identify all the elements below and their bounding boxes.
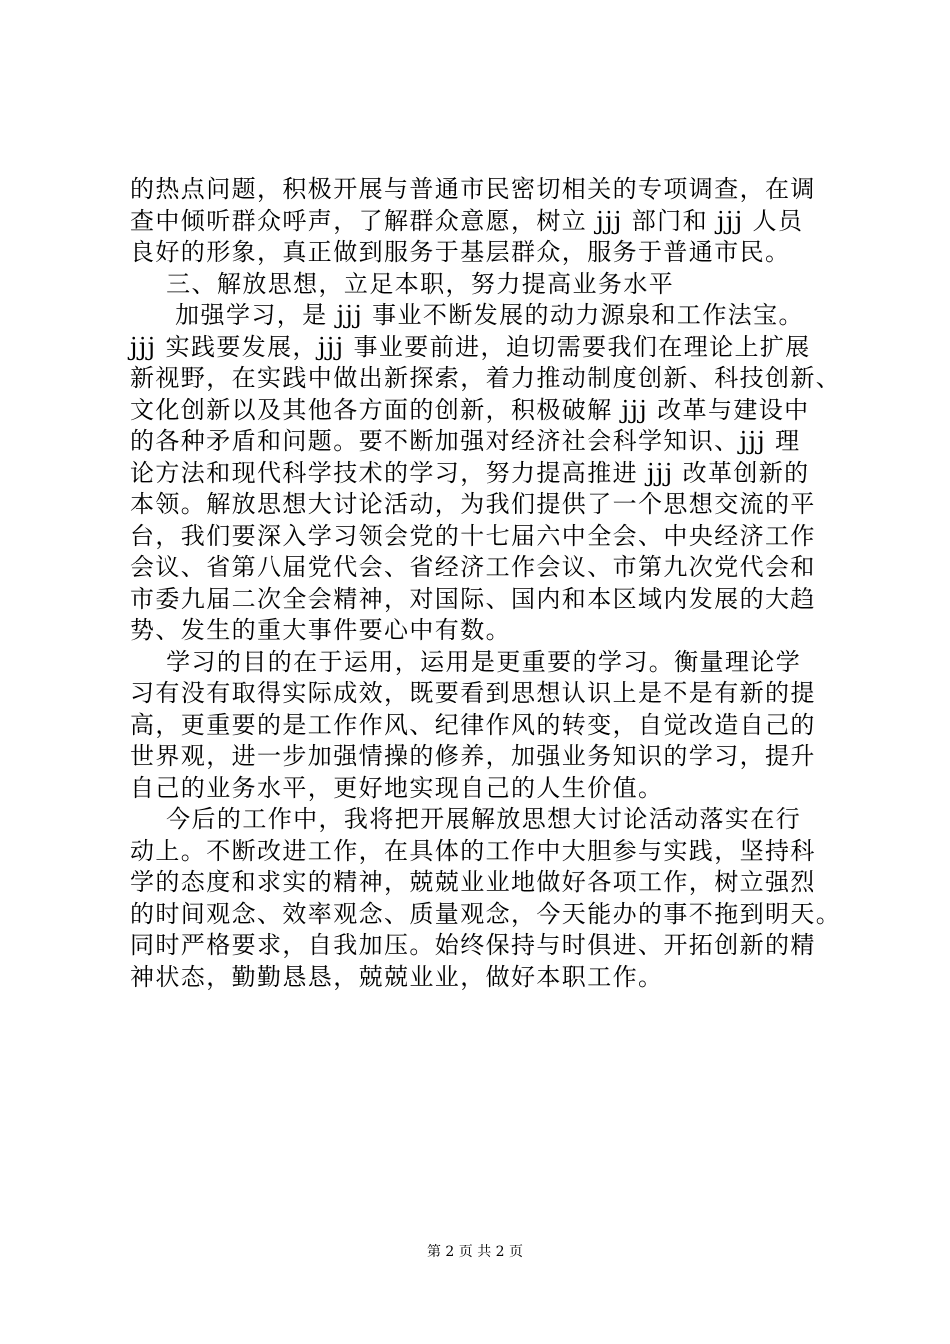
text-line: 的时间观念、效率观念、质量观念，今天能办的事不拖到明天。 <box>130 899 842 928</box>
text-line: 论方法和现代科学技术的学习，努力提高推进 jjj 改革创新的 <box>130 458 810 487</box>
text-line: 神状态，勤勤恳恳，兢兢业业，做好本职工作。 <box>130 962 664 991</box>
text-line: 本领。解放思想大讨论活动，为我们提供了一个思想交流的平 <box>130 490 816 518</box>
text-line: 市委九届二次全会精神，对国际、国内和本区域内发展的大趋 <box>130 584 816 613</box>
text-line: 加强学习，是 jjj 事业不断发展的动力源泉和工作法宝。 <box>130 301 804 329</box>
text-line: 会议、省第八届党代会、省经济工作会议、市第九次党代会和 <box>130 553 816 581</box>
page-number-footer: 第 2 页 共 2 页 <box>426 1244 524 1260</box>
text-line: 的热点问题，积极开展与普通市民密切相关的专项调查，在调 <box>130 175 816 203</box>
text-line: 今后的工作中，我将把开展解放思想大讨论活动落实在行 <box>130 805 802 833</box>
text-line: 良好的形象，真正做到服务于基层群众，服务于普通市民。 <box>130 238 791 266</box>
text-line: jjj 实践要发展，jjj 事业要前进，迫切需要我们在理论上扩展 <box>130 332 811 361</box>
text-line: 世界观，进一步加强情操的修养，加强业务知识的学习，提升 <box>130 742 816 770</box>
text-line: 同时严格要求，自我加压。始终保持与时俱进、开拓创新的精 <box>130 931 816 959</box>
text-line: 新视野，在实践中做出新探索，着力推动制度创新、科技创新、 <box>130 364 842 392</box>
text-line: 学的态度和求实的精神，兢兢业业地做好各项工作，树立强烈 <box>130 868 816 896</box>
text-line: 台，我们要深入学习领会党的十七届六中全会、中央经济工作 <box>130 521 816 550</box>
text-line: 习有没有取得实际成效，既要看到思想认识上是不是有新的提 <box>130 679 816 707</box>
text-line: 学习的目的在于运用，运用是更重要的学习。衡量理论学 <box>130 647 802 676</box>
body-text <box>130 174 842 993</box>
text-line: 查中倾听群众呼声，了解群众意愿，树立 jjj 部门和 jjj 人员 <box>130 206 804 235</box>
text-line: 的各种矛盾和问题。要不断加强对经济社会科学知识、jjj 理 <box>130 427 801 455</box>
text-line: 动上。不断改进工作，在具体的工作中大胆参与实践，坚持科 <box>130 836 816 865</box>
text-line: 势、发生的重大事件要心中有数。 <box>130 616 511 644</box>
section-heading: 三、解放思想，立足本职，努力提高业务水平 <box>130 269 675 298</box>
text-line: 高，更重要的是工作作风、纪律作风的转变，自觉改造自己的 <box>130 710 816 739</box>
text-line: 文化创新以及其他各方面的创新，积极破解 jjj 改革与建设中 <box>130 395 810 424</box>
text-line: 自己的业务水平，更好地实现自己的人生价值。 <box>130 773 664 802</box>
